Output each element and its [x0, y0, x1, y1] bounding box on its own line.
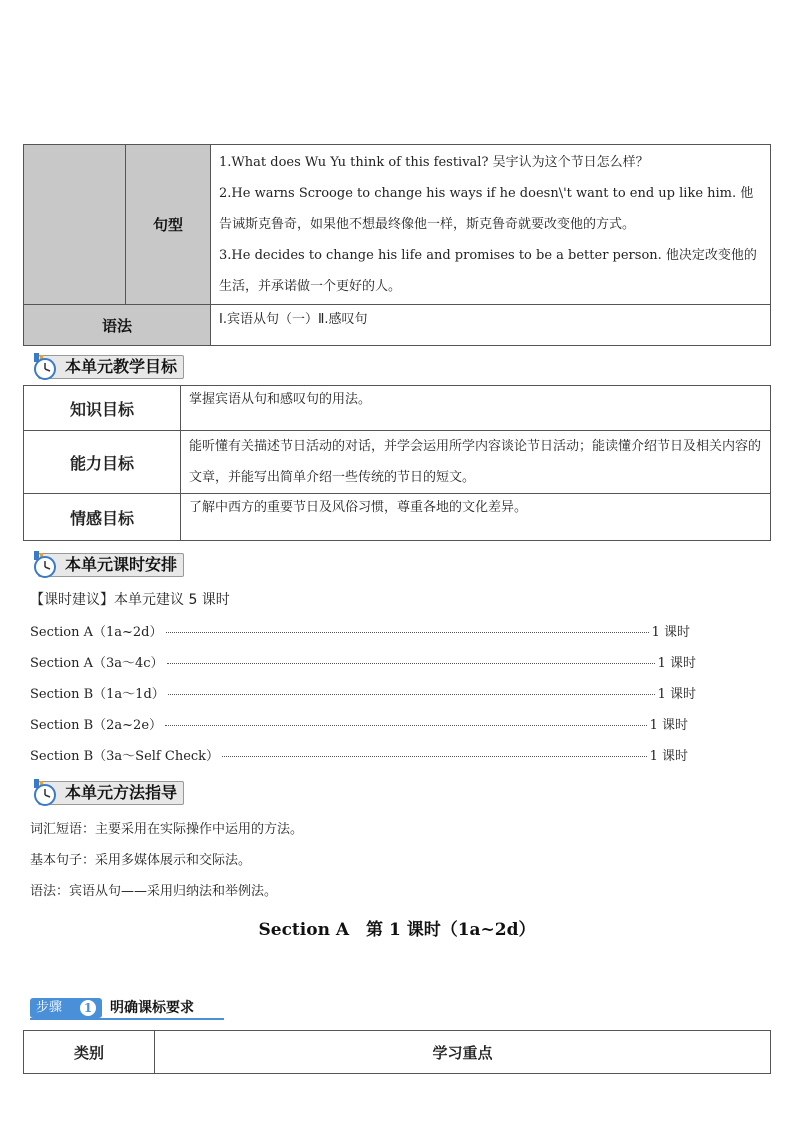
methods-heading-text: 本单元方法指导 [38, 781, 184, 805]
ability-goal-text: 能听懂有关描述节日活动的对话，并学会运用所学内容谈论节日活动；能读懂介绍节日及相关内容的文章，并能写出简单介绍一些传统的节日的短文。 [181, 431, 771, 494]
emotion-goal-text: 了解中西方的重要节日及风俗习惯，尊重各地的文化差异。 [181, 494, 771, 541]
schedule-hours: 1 课时 [649, 748, 688, 764]
dot-leader [166, 632, 649, 633]
schedule-hours: 1 课时 [657, 686, 696, 702]
dot-leader [167, 663, 655, 664]
knowledge-goal-label: 知识目标 [24, 386, 181, 431]
schedule-suggestion: 【课时建议】本单元建议 5 课时 [30, 592, 230, 608]
sentence-2: 2.He warns Scrooge to change his ways if he doesn\'t want to end up like him. 他告诫斯克鲁奇，如果他不想最终像他一样，斯克鲁奇就要改变他的方式。 [219, 186, 754, 232]
pattern-sentences [211, 145, 771, 305]
dot-leader [165, 725, 647, 726]
schedule-section: Section A（3a～4c） [30, 655, 164, 671]
method-sentences: 基本句子：采用多媒体展示和交际法。 [30, 853, 252, 868]
schedule-row [30, 620, 690, 640]
knowledge-goal-text: 掌握宾语从句和感叹句的用法。 [181, 386, 771, 431]
emotion-goal-label: 情感目标 [24, 494, 181, 541]
schedule-section: Section A（1a~2d） [30, 624, 163, 640]
step-underline [30, 1018, 224, 1020]
clock-icon [30, 353, 60, 381]
schedule-section: Section B（2a~2e） [30, 717, 163, 733]
grammar-value: Ⅰ.宾语从句（一）Ⅱ.感叹句 [211, 305, 771, 346]
method-grammar: 语法：宾语从句——采用归纳法和举例法。 [30, 884, 278, 899]
clock-icon [30, 551, 60, 579]
clock-icon [30, 779, 60, 807]
step-label: 步骤 [36, 1000, 63, 1015]
step-title: 明确课标要求 [110, 1000, 194, 1016]
schedule-hours: 1 课时 [649, 717, 688, 733]
schedule-row [30, 713, 688, 733]
schedule-heading-text: 本单元课时安排 [38, 553, 184, 577]
blank-gray-cell [24, 145, 126, 305]
focus-table [23, 1030, 771, 1074]
focus-header: 学习重点 [155, 1031, 771, 1074]
goals-heading-text: 本单元教学目标 [38, 355, 184, 379]
schedule-hours: 1 课时 [657, 655, 696, 671]
category-header: 类别 [24, 1031, 155, 1074]
schedule-row [30, 682, 696, 702]
schedule-section: Section B（3a～Self Check） [30, 748, 220, 764]
sentence-pattern-table [23, 144, 771, 346]
schedule-hours: 1 课时 [651, 624, 690, 640]
schedule-row [30, 651, 696, 671]
sentence-3: 3.He decides to change his life and promises to be a better person. 他决定改变他的生活，并承诺做一个更好的人。 [219, 248, 757, 294]
ability-goal-label: 能力目标 [24, 431, 181, 494]
dot-leader [222, 756, 647, 757]
schedule-section: Section B（1a～1d） [30, 686, 165, 702]
method-vocabulary: 词汇短语：主要采用在实际操作中运用的方法。 [30, 822, 304, 837]
grammar-label: 语法 [24, 305, 211, 346]
schedule-row [30, 744, 688, 764]
step-number: 1 [80, 1000, 96, 1016]
goals-table [23, 385, 771, 541]
sentence-1: 1.What does Wu Yu think of this festival? 吴宇认为这个节日怎么样？ [219, 155, 649, 170]
pattern-label: 句型 [126, 145, 211, 305]
section-title: Section A 第 1 课时（1a~2d） [258, 920, 536, 940]
dot-leader [168, 694, 655, 695]
